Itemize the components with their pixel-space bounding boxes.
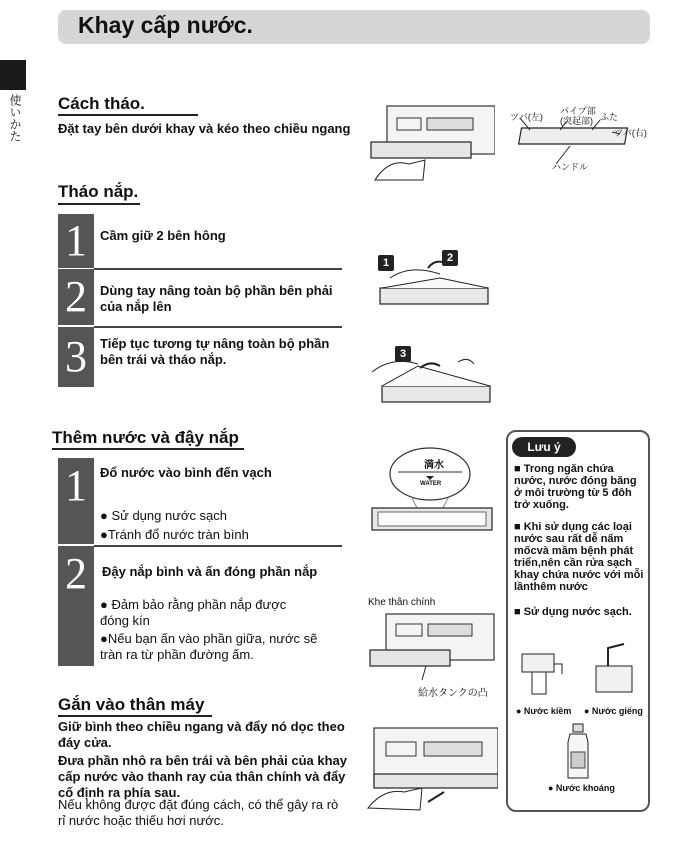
hand bbox=[458, 359, 474, 364]
bullet-item: ●Tránh đổ nước tràn bình bbox=[100, 527, 249, 542]
well-pump bbox=[608, 644, 624, 666]
display-panel bbox=[427, 118, 473, 130]
label-lid: ふた bbox=[600, 112, 619, 122]
fill-title: Thêm nước và đậy nắp bbox=[52, 428, 239, 447]
water-tray bbox=[374, 774, 498, 788]
note-item: ■ Sử dụng nước sạch. bbox=[514, 606, 632, 618]
caption-mineral: ● Nước khoáng bbox=[548, 783, 615, 793]
leader-line bbox=[422, 666, 426, 680]
remove-title: Cách tháo. bbox=[58, 94, 145, 113]
label-handle: ハンドル bbox=[552, 162, 589, 172]
step-text: Tiếp tục tương tự nâng toàn bộ phần bên trái và tháo nắp. bbox=[100, 336, 330, 367]
step-number: 2 bbox=[58, 269, 94, 325]
label-tsuba-right: ツバ(右) bbox=[614, 128, 647, 138]
body-slot-illustration bbox=[366, 610, 496, 690]
badge-2: 2 bbox=[442, 250, 458, 266]
label-water: WATER bbox=[420, 481, 442, 487]
step-number: 1 bbox=[58, 214, 94, 268]
display-panel bbox=[428, 624, 472, 636]
faucet bbox=[554, 664, 562, 674]
step-divider bbox=[94, 268, 342, 270]
step-divider bbox=[94, 545, 342, 547]
lid-lifted bbox=[382, 366, 490, 386]
pulling-hand bbox=[375, 160, 425, 180]
lid-removal-title: Tháo nắp. bbox=[58, 182, 139, 201]
step-divider bbox=[94, 326, 342, 328]
bullet-item: ●Nếu bạn ấn vào phần giữa, nước sẽ tràn ra từ phần đường ấm. bbox=[100, 631, 318, 662]
label-pipe: パイプ部 (突起部) bbox=[560, 106, 596, 126]
lift-arrow bbox=[428, 262, 442, 268]
remove-title-underline bbox=[58, 114, 198, 116]
step-number: 2 bbox=[58, 546, 94, 666]
label-notch: 給水タンクの凸 bbox=[418, 688, 488, 699]
step-number: 1 bbox=[58, 458, 94, 544]
water-tray bbox=[371, 142, 471, 158]
caption-well: ● Nước giếng bbox=[584, 706, 643, 716]
attach-para-2: Đưa phần nhô ra bên trái và bên phải của khay cấp nước vào thanh ray của thân chính và đẩy cố định ra phía sau. bbox=[58, 753, 347, 800]
hand bbox=[390, 270, 440, 278]
mineral-bottle-icon bbox=[564, 722, 592, 780]
lid-lift-left-illustration bbox=[368, 342, 500, 412]
water-sources-illustration bbox=[512, 640, 646, 708]
side-tab bbox=[0, 60, 26, 90]
fill-title-underline bbox=[52, 448, 244, 450]
attach-illustration bbox=[364, 724, 498, 820]
glass bbox=[532, 672, 546, 694]
attach-para-3: Nếu không được đặt đúng cách, có thể gây ra rò rỉ nước hoặc thiếu hơi nước. bbox=[58, 797, 339, 828]
tray-shape bbox=[519, 128, 628, 144]
well-bucket bbox=[596, 666, 632, 692]
attach-title: Gắn vào thân máy bbox=[58, 695, 205, 714]
step-text: Dùng tay nâng toàn bộ phần bên phải của nắp lên bbox=[100, 283, 333, 314]
note-item: ■ Khi sử dụng các loại nước sau rất dễ nấm mốcvà mầm bệnh phát triển,nên cần rửa sạch khay chứa nước với mỗi lầnthêm nước bbox=[514, 521, 644, 593]
label-full: 満水 bbox=[424, 460, 444, 471]
side-tab-label: 使いかた bbox=[8, 94, 22, 142]
tray-body bbox=[380, 288, 488, 304]
display-panel bbox=[424, 742, 482, 756]
page-title: Khay cấp nước. bbox=[78, 12, 253, 38]
badge-3: 3 bbox=[395, 346, 411, 362]
step-text: Đậy nắp bình và ấn đóng phần nắp bbox=[102, 564, 318, 579]
step-text: Đổ nước vào bình đến vạch bbox=[100, 465, 272, 480]
note-title: Lưu ý bbox=[512, 437, 576, 457]
lid-lifted bbox=[382, 278, 488, 288]
label-body-slot: Khe thân chính bbox=[368, 597, 436, 608]
attach-title-underline bbox=[58, 715, 212, 717]
caption-alkaline: ● Nước kiềm bbox=[516, 706, 572, 716]
remove-desc: Đặt tay bên dưới khay và kéo theo chiều ngang bbox=[58, 121, 351, 136]
note-item: ■ Trong ngăn chứa nước, nước đóng băng ở môi trường từ 5 đôh trở xuống. bbox=[514, 463, 637, 511]
bullet-item: ● Đảm bảo rằng phần nắp được đóng kín bbox=[100, 597, 287, 628]
attach-para-1: Giữ bình theo chiều ngang và đẩy nó dọc theo đáy cửa. bbox=[58, 719, 345, 750]
tray-body bbox=[382, 386, 490, 402]
label-tsuba-left: ツバ(左) bbox=[510, 112, 543, 122]
lid-removal-underline bbox=[58, 203, 140, 205]
alkaline-filter bbox=[522, 654, 554, 672]
tank-inner bbox=[378, 512, 486, 526]
pushing-hand bbox=[368, 788, 422, 810]
machine-pull-illustration bbox=[365, 102, 495, 182]
step-number: 3 bbox=[58, 327, 94, 387]
badge-1: 1 bbox=[378, 255, 394, 271]
bullet-item: ● Sử dụng nước sạch bbox=[100, 508, 228, 523]
step-text: Cầm giữ 2 bên hông bbox=[100, 228, 226, 243]
push-arrow bbox=[428, 792, 444, 802]
water-tray bbox=[370, 650, 450, 666]
